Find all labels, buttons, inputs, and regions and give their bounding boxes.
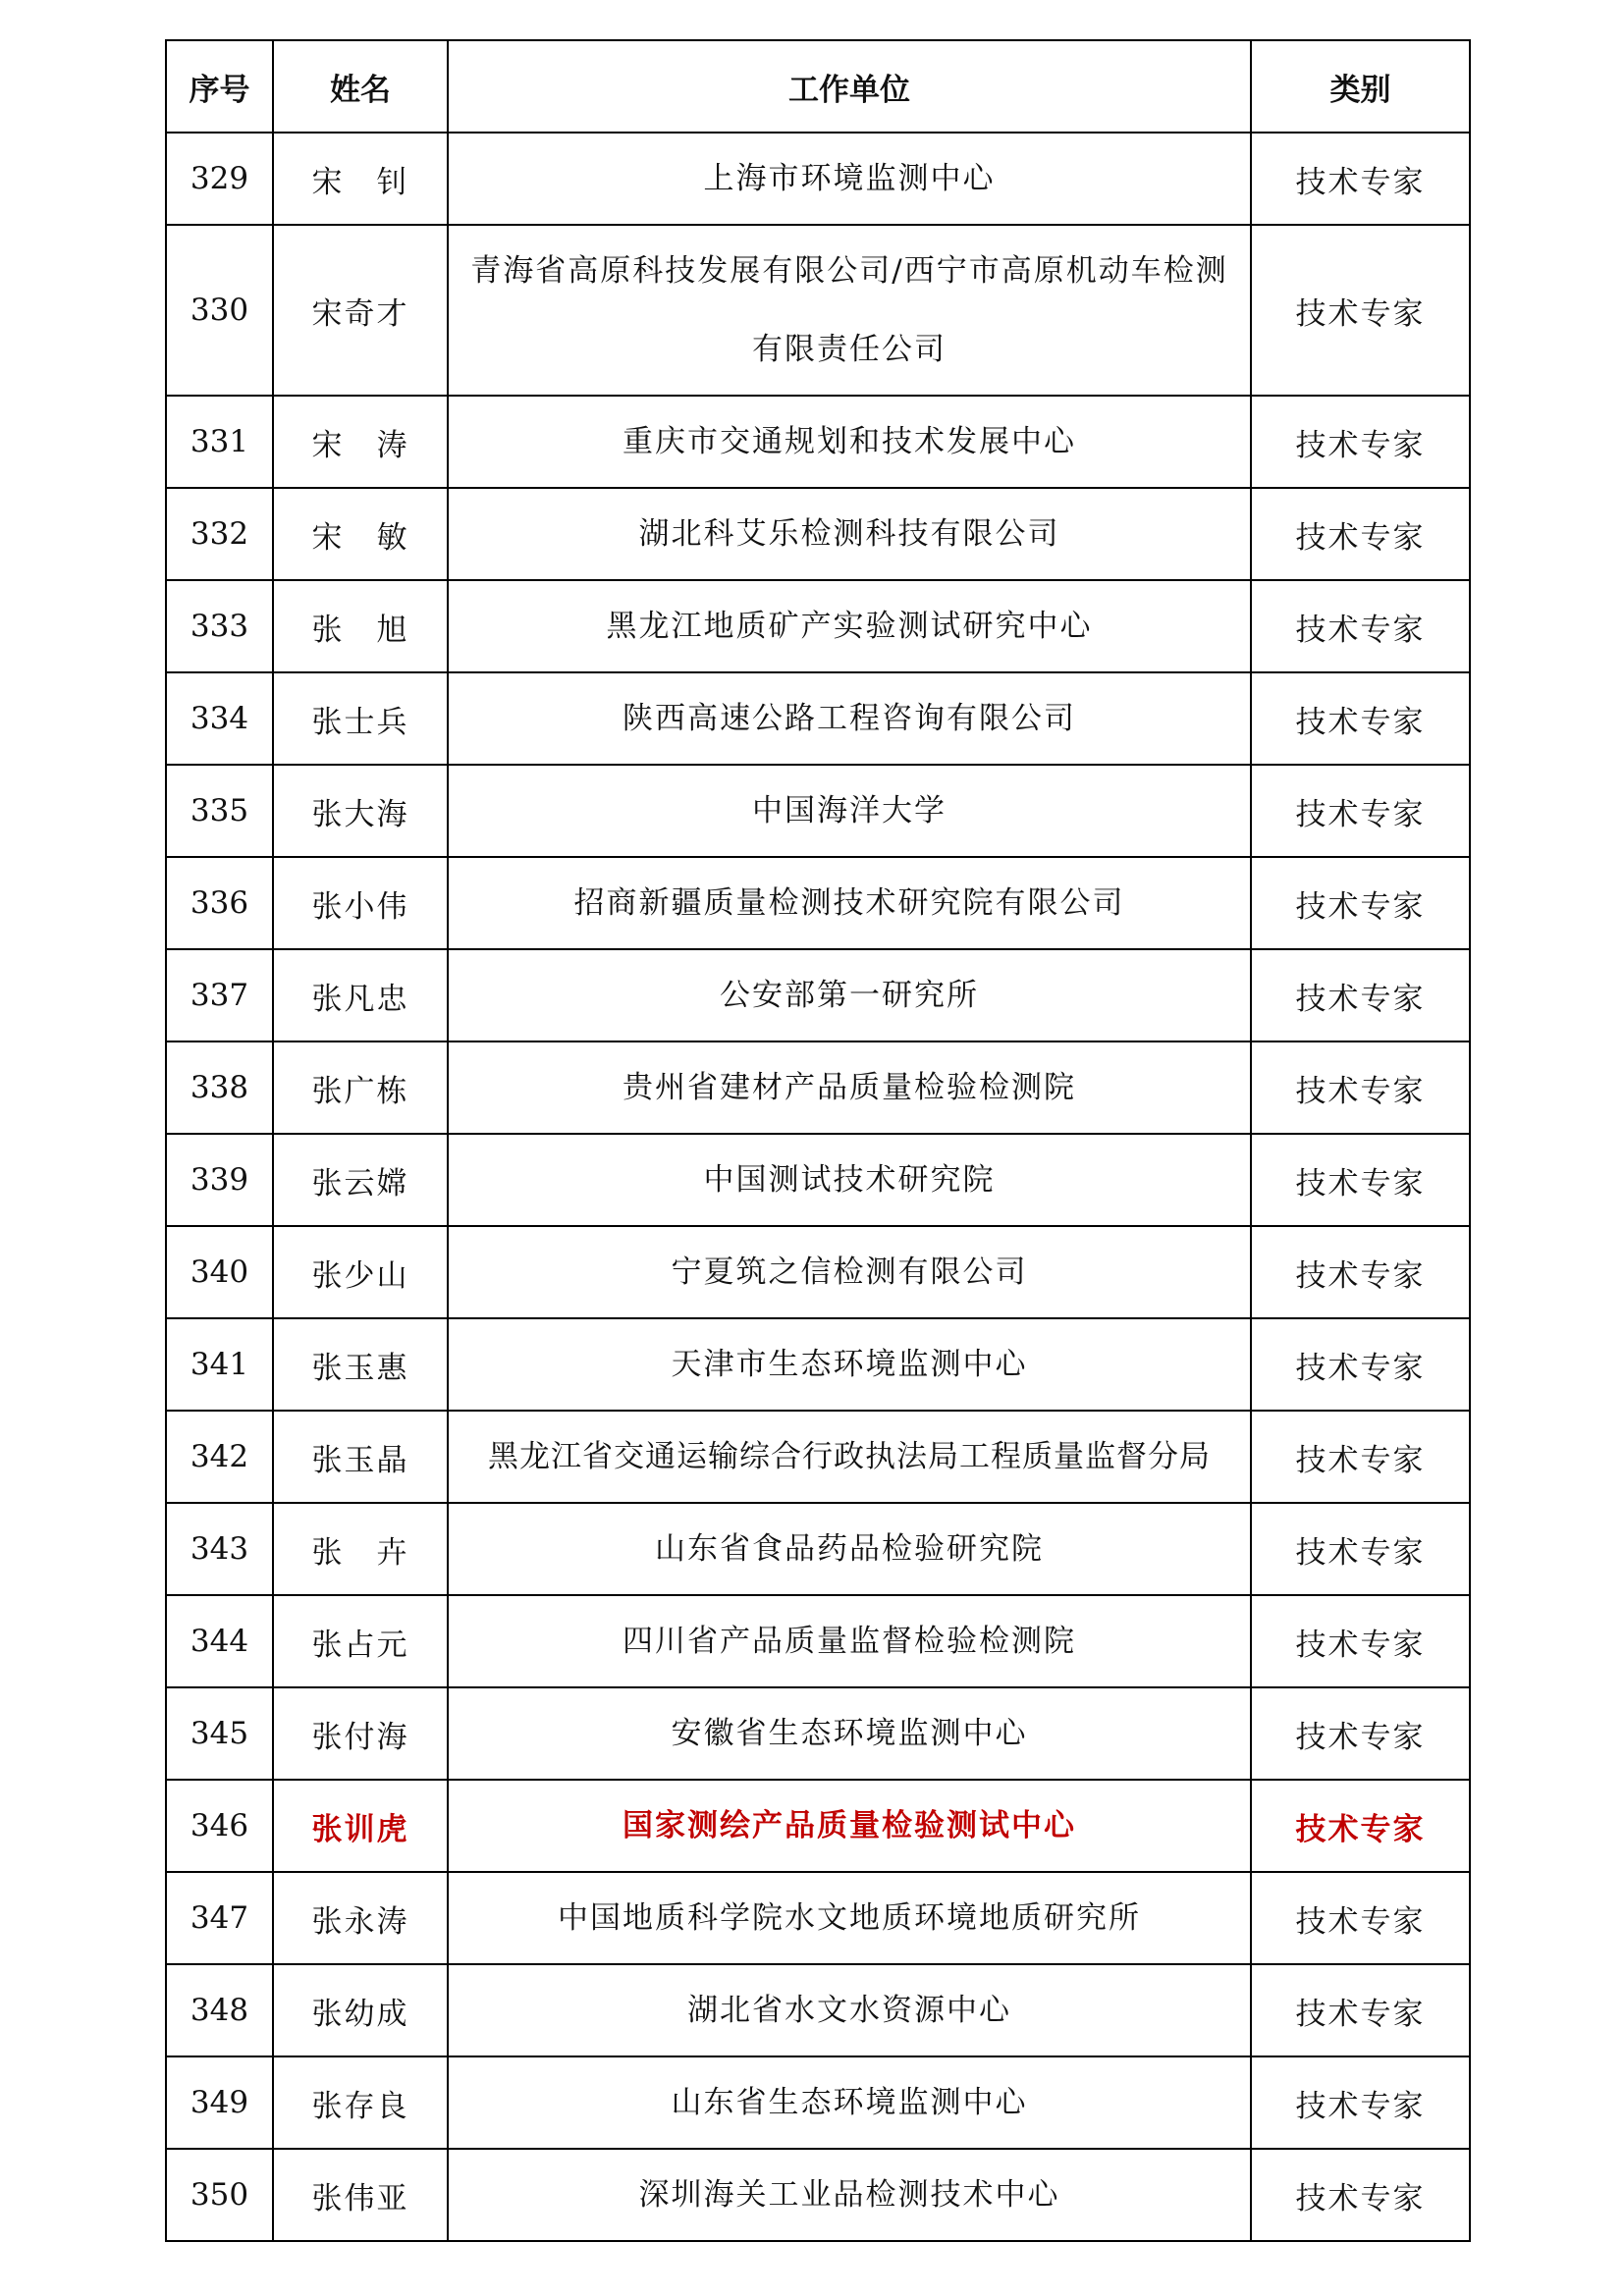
table-row-highlighted — [166, 1780, 1470, 1872]
row-name: 宋 涛 — [273, 396, 448, 488]
row-unit: 中国海洋大学 — [448, 765, 1251, 857]
table-header-row — [166, 40, 1470, 133]
row-unit: 招商新疆质量检测技术研究院有限公司 — [448, 857, 1251, 949]
row-name: 张云嫦 — [273, 1134, 448, 1226]
row-name: 张 旭 — [273, 580, 448, 672]
row-no: 330 — [166, 225, 273, 396]
row-category: 技术专家 — [1251, 857, 1470, 949]
row-unit: 山东省生态环境监测中心 — [448, 2056, 1251, 2149]
header-category: 类别 — [1251, 40, 1470, 133]
row-name: 张玉惠 — [273, 1318, 448, 1411]
row-category: 技术专家 — [1251, 1226, 1470, 1318]
row-unit: 重庆市交通规划和技术发展中心 — [448, 396, 1251, 488]
row-unit: 中国地质科学院水文地质环境地质研究所 — [448, 1872, 1251, 1964]
row-no: 329 — [166, 133, 273, 225]
row-name: 张占元 — [273, 1595, 448, 1687]
table-row — [166, 488, 1470, 580]
row-category: 技术专家 — [1251, 2056, 1470, 2149]
row-name: 张训虎 — [273, 1780, 448, 1872]
row-category: 技术专家 — [1251, 488, 1470, 580]
row-name: 宋奇才 — [273, 225, 448, 396]
table-row — [166, 133, 1470, 225]
row-no: 332 — [166, 488, 273, 580]
row-no: 350 — [166, 2149, 273, 2241]
row-no: 347 — [166, 1872, 273, 1964]
table-row — [166, 1872, 1470, 1964]
row-no: 336 — [166, 857, 273, 949]
row-unit: 宁夏筑之信检测有限公司 — [448, 1226, 1251, 1318]
row-no: 333 — [166, 580, 273, 672]
row-name: 张士兵 — [273, 672, 448, 765]
row-category: 技术专家 — [1251, 1964, 1470, 2056]
row-category: 技术专家 — [1251, 225, 1470, 396]
row-category: 技术专家 — [1251, 1872, 1470, 1964]
row-no: 348 — [166, 1964, 273, 2056]
row-category: 技术专家 — [1251, 396, 1470, 488]
row-no: 335 — [166, 765, 273, 857]
row-name: 张付海 — [273, 1687, 448, 1780]
table-row — [166, 396, 1470, 488]
row-no: 337 — [166, 949, 273, 1041]
expert-roster-table — [165, 39, 1471, 2242]
row-no: 344 — [166, 1595, 273, 1687]
row-unit: 上海市环境监测中心 — [448, 133, 1251, 225]
row-name: 宋 钊 — [273, 133, 448, 225]
table-row — [166, 949, 1470, 1041]
row-category: 技术专家 — [1251, 1134, 1470, 1226]
table-row — [166, 672, 1470, 765]
row-name: 张小伟 — [273, 857, 448, 949]
table-row — [166, 2056, 1470, 2149]
row-unit: 陕西高速公路工程咨询有限公司 — [448, 672, 1251, 765]
row-category: 技术专家 — [1251, 1503, 1470, 1595]
table-row — [166, 1318, 1470, 1411]
row-no: 341 — [166, 1318, 273, 1411]
row-no: 331 — [166, 396, 273, 488]
row-unit: 四川省产品质量监督检验检测院 — [448, 1595, 1251, 1687]
row-unit: 深圳海关工业品检测技术中心 — [448, 2149, 1251, 2241]
row-category: 技术专家 — [1251, 1318, 1470, 1411]
row-name: 张永涛 — [273, 1872, 448, 1964]
row-unit: 黑龙江省交通运输综合行政执法局工程质量监督分局 — [448, 1411, 1251, 1503]
header-name: 姓名 — [273, 40, 448, 133]
row-no: 340 — [166, 1226, 273, 1318]
table-row — [166, 1595, 1470, 1687]
row-category: 技术专家 — [1251, 2149, 1470, 2241]
row-name: 张伟亚 — [273, 2149, 448, 2241]
row-category: 技术专家 — [1251, 1411, 1470, 1503]
row-unit: 天津市生态环境监测中心 — [448, 1318, 1251, 1411]
row-category: 技术专家 — [1251, 133, 1470, 225]
row-name: 张凡忠 — [273, 949, 448, 1041]
row-unit: 山东省食品药品检验研究院 — [448, 1503, 1251, 1595]
row-unit: 贵州省建材产品质量检验检测院 — [448, 1041, 1251, 1134]
row-unit: 青海省高原科技发展有限公司/西宁市高原机动车检测有限责任公司 — [448, 225, 1251, 396]
row-no: 338 — [166, 1041, 273, 1134]
table-row — [166, 225, 1470, 396]
row-category: 技术专家 — [1251, 765, 1470, 857]
row-category: 技术专家 — [1251, 672, 1470, 765]
row-name: 张大海 — [273, 765, 448, 857]
row-no: 334 — [166, 672, 273, 765]
row-no: 349 — [166, 2056, 273, 2149]
table-row — [166, 1687, 1470, 1780]
row-name: 张少山 — [273, 1226, 448, 1318]
row-name: 宋 敏 — [273, 488, 448, 580]
row-category: 技术专家 — [1251, 949, 1470, 1041]
table-row — [166, 857, 1470, 949]
row-unit: 公安部第一研究所 — [448, 949, 1251, 1041]
row-name: 张广栋 — [273, 1041, 448, 1134]
row-no: 343 — [166, 1503, 273, 1595]
row-no: 345 — [166, 1687, 273, 1780]
row-unit: 湖北科艾乐检测科技有限公司 — [448, 488, 1251, 580]
header-no: 序号 — [166, 40, 273, 133]
row-name: 张幼成 — [273, 1964, 448, 2056]
row-category: 技术专家 — [1251, 1687, 1470, 1780]
table-row — [166, 1226, 1470, 1318]
table-row — [166, 1411, 1470, 1503]
row-unit: 中国测试技术研究院 — [448, 1134, 1251, 1226]
row-no: 339 — [166, 1134, 273, 1226]
row-unit: 国家测绘产品质量检验测试中心 — [448, 1780, 1251, 1872]
table-row — [166, 1041, 1470, 1134]
row-name: 张 卉 — [273, 1503, 448, 1595]
row-unit: 安徽省生态环境监测中心 — [448, 1687, 1251, 1780]
table-row — [166, 1503, 1470, 1595]
header-unit: 工作单位 — [448, 40, 1251, 133]
table-row — [166, 580, 1470, 672]
row-no: 342 — [166, 1411, 273, 1503]
table-row — [166, 1134, 1470, 1226]
row-category: 技术专家 — [1251, 1780, 1470, 1872]
row-name: 张玉晶 — [273, 1411, 448, 1503]
row-unit: 黑龙江地质矿产实验测试研究中心 — [448, 580, 1251, 672]
row-category: 技术专家 — [1251, 1595, 1470, 1687]
table-row — [166, 765, 1470, 857]
row-unit: 湖北省水文水资源中心 — [448, 1964, 1251, 2056]
table-row — [166, 1964, 1470, 2056]
row-category: 技术专家 — [1251, 580, 1470, 672]
row-name: 张存良 — [273, 2056, 448, 2149]
table-row — [166, 2149, 1470, 2241]
row-category: 技术专家 — [1251, 1041, 1470, 1134]
row-no: 346 — [166, 1780, 273, 1872]
